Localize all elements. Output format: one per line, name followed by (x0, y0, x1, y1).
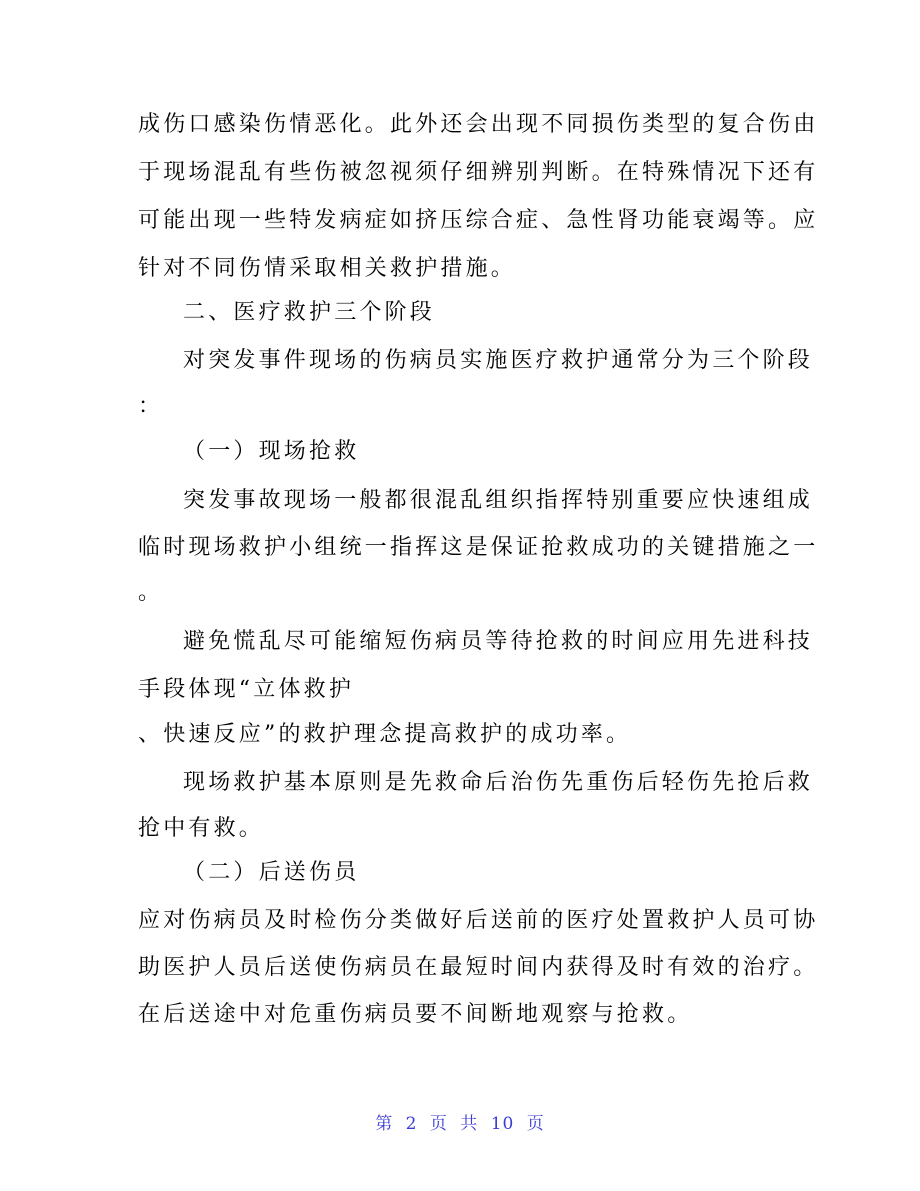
text-line: 应对伤病员及时检伤分类做好后送前的医疗处置救护人员可协 (138, 908, 819, 933)
text-line: 突发事故现场一般都很混乱组织指挥特别重要应快速组成 (183, 488, 814, 513)
text-line: 手段体现“立体救护 (138, 677, 355, 702)
page-number-footer: 第 2 页 共 10 页 (375, 1114, 545, 1134)
text-line: 临时现场救护小组统一指挥这是保证抢救成功的关键措施之一 (138, 535, 819, 560)
text-line: 现场救护基本原则是先救命后治伤先重伤后轻伤先抢后救 (183, 770, 814, 795)
text-line: 。 (138, 580, 164, 605)
text-line: 成伤口感染伤情恶化。此外还会出现不同损伤类型的复合伤由 (138, 112, 819, 137)
text-line: 对突发事件现场的伤病员实施医疗救护通常分为三个阶段 (183, 348, 814, 373)
text-line: 可能出现一些特发病症如挤压综合症、急性肾功能衰竭等。应 (138, 208, 819, 233)
subsection-heading: （一）现场抢救 (183, 439, 360, 464)
text-line: 于现场混乱有些伤被忽视须仔细辨别判断。在特殊情况下还有 (138, 160, 819, 185)
text-line: 抢中有救。 (138, 816, 265, 841)
section-heading: 二、医疗救护三个阶段 (183, 300, 436, 325)
text-line: ： (138, 394, 164, 419)
text-line: 针对不同伤情采取相关救护措施。 (138, 256, 517, 281)
text-line: 助医护人员后送使伤病员在最短时间内获得及时有效的治疗。 (138, 955, 819, 980)
text-line: 在后送途中对危重伤病员要不间断地观察与抢救。 (138, 1002, 693, 1027)
text-line: 避免慌乱尽可能缩短伤病员等待抢救的时间应用先进科技 (183, 629, 814, 654)
text-line: 、快速反应”的救护理念提高救护的成功率。 (138, 722, 632, 747)
subsection-heading: （二）后送伤员 (183, 860, 360, 885)
